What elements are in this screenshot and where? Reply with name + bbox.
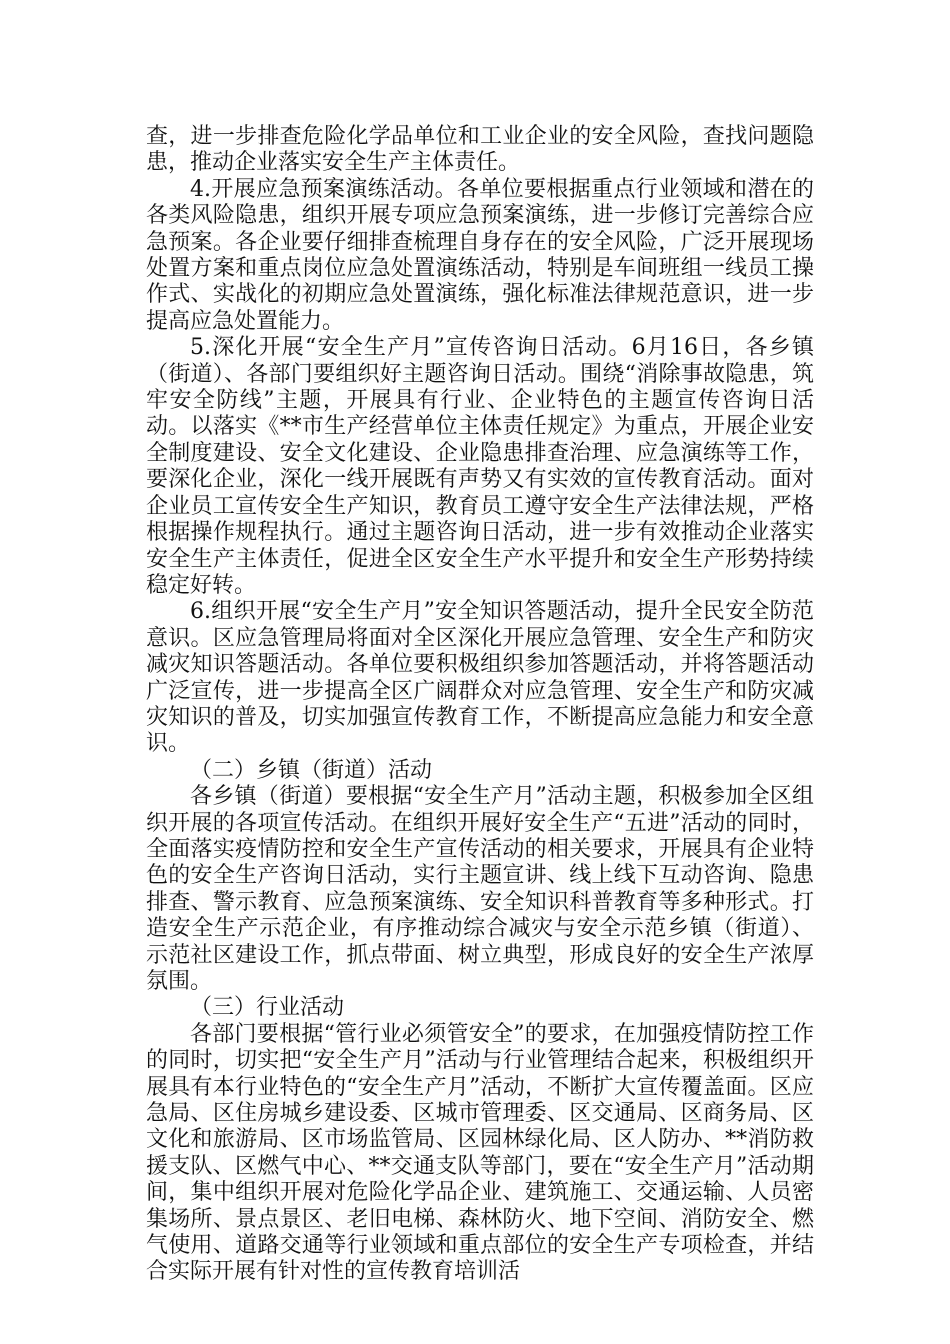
paragraph-township-activities: 各乡镇（街道）要根据“安全生产月”活动主题，积极参加全区组织开展的各项宣传活动。在组织开展好安全生产“五进”活动的同时，全面落实疫情防控和安全生产宣传活动的相关要求，开展具有企业特色的安全生产咨询日活动，实行主题宣讲、线上线下互动咨询、隐患排查、警示教育、应急预案演练、安全知识科普教育等多种形式。打造安全生产示范企业，有序推动综合减灾与安全示范乡镇（街道）、示范社区建设工作，抓点带面、树立典型，形成良好的安全生产浓厚氛围。 [146,784,814,994]
paragraph-item-6: 6.组织开展“安全生产月”安全知识答题活动，提升全民安全防范意识。区应急管理局将面对全区深化开展应急管理、安全生产和防灾减灾知识答题活动。各单位要积极组织参加答题活动，并将答题活动广泛宣传，进一步提高全区广阔群众对应急管理、安全生产和防灾减灾知识的普及，切实加强宣传教育工作，不断提高应急能力和安全意识。 [146,599,814,757]
paragraph-industry-activities: 各部门要根据“管行业必须管安全”的要求，在加强疫情防控工作的同时，切实把“安全生产月”活动与行业管理结合起来，积极组织开展具有本行业特色的“安全生产月”活动，不断扩大宣传覆盖面。区应急局、区住房城乡建设委、区城市管理委、区交通局、区商务局、区文化和旅游局、区市场监管局、区园林绿化局、区人防办、**消防救援支队、区燃气中心、**交通支队等部门，要在“安全生产月”活动期间，集中组织开展对危险化学品企业、建筑施工、交通运输、人员密集场所、景点景区、老旧电梯、森林防火、地下空间、消防安全、燃气使用、道路交通等行业领域和重点部位的安全生产专项检查，并结合实际开展有针对性的宣传教育培训活 [146,1021,814,1285]
paragraph-item-4: 4.开展应急预案演练活动。各单位要根据重点行业领域和潜在的各类风险隐患，组织开展专项应急预案演练，进一步修订完善综合应急预案。各企业要仔细排查梳理自身存在的安全风险，广泛开展现场处置方案和重点岗位应急处置演练活动，特别是车间班组一线员工操作式、实战化的初期应急处置演练，强化标准法律规范意识，进一步提高应急处置能力。 [146,176,814,334]
section-heading-township: （二）乡镇（街道）活动 [190,757,433,783]
section-heading-industry: （三）行业活动 [190,995,345,1021]
paragraph-continuation: 查，进一步排查危险化学品单位和工业企业的安全风险，查找问题隐患，推动企业落实安全生产主体责任。 [146,124,814,176]
document-body [146,124,814,1286]
paragraph-item-5: 5.深化开展“安全生产月”宣传咨询日活动。6月16日，各乡镇（街道）、各部门要组织好主题咨询日活动。围绕“消除事故隐患，筑牢安全防线”主题，开展具有行业、企业特色的主题宣传咨询日活动。以落实《**市生产经营单位主体责任规定》为重点，开展企业安全制度建设、安全文化建设、企业隐患排查治理、应急演练等工作，要深化企业，深化一线开展既有声势又有实效的宣传教育活动。面对企业员工宣传安全生产知识，教育员工遵守安全生产法律法规，严格根据操作规程执行。通过主题咨询日活动，进一步有效推动企业落实安全生产主体责任，促进全区安全生产水平提升和安全生产形势持续稳定好转。 [146,335,814,598]
